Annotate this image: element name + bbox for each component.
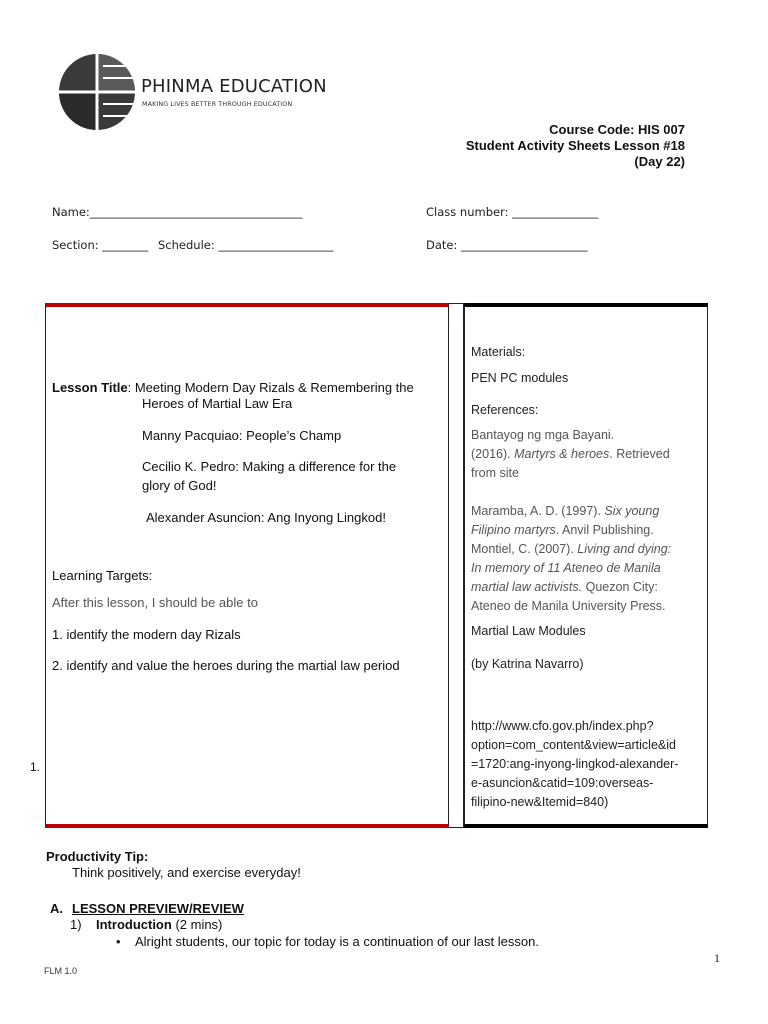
intro-number: 1) — [70, 917, 82, 932]
modules-author: (by Katrina Navarro) — [471, 657, 584, 671]
margin-number: 1. — [30, 760, 41, 774]
ref2-title-b: Filipino martyrs — [471, 523, 556, 537]
hero-pedro: Cecilio K. Pedro: Making a difference for the — [142, 459, 397, 474]
intro-heading — [96, 917, 222, 932]
section-a-letter: A. — [50, 901, 63, 916]
ref3-line2 — [471, 559, 703, 578]
ref2-title-a: Six young — [604, 504, 660, 518]
ref3-line4: Ateneo de Manila University Press. — [471, 599, 666, 613]
references-label: References: — [471, 403, 539, 417]
ref1-line2 — [471, 445, 703, 464]
ref3-line1 — [471, 540, 703, 559]
ref3-city: Quezon City: — [582, 580, 658, 594]
logo-name: PHINMA EDUCATION — [141, 76, 327, 97]
ref1-retrieved: . Retrieved — [609, 447, 670, 461]
sheet-title: Student Activity Sheets Lesson #18 — [465, 138, 685, 153]
page-number: 1 — [714, 951, 720, 965]
url-line-1[interactable]: http://www.cfo.gov.ph/index.php? — [471, 719, 654, 733]
course-code: Course Code: HIS 007 — [549, 122, 685, 137]
target-item-1: 1. identify the modern day Rizals — [52, 627, 241, 642]
lesson-title-text: : Meeting Modern Day Rizals & Remembering the — [127, 380, 414, 395]
ref1-year: (2016). — [471, 447, 515, 461]
materials-value: PEN PC modules — [471, 371, 569, 385]
schedule-field[interactable]: Schedule: ____________________ — [158, 238, 334, 252]
url-line-2[interactable]: option=com_content&view=article&id — [471, 738, 676, 752]
intro-time: (2 mins) — [171, 917, 223, 932]
ref3-title-b: In memory of 11 Ateneo de Manila — [471, 561, 661, 575]
reference-url[interactable] — [471, 717, 678, 812]
learning-targets-intro: After this lesson, I should be able to — [52, 595, 258, 610]
intro-label: Introduction — [96, 917, 172, 932]
ref2-publisher: . Anvil Publishing. — [555, 523, 654, 537]
url-line-3[interactable]: =1720:ang-inyong-lingkod-alexander- — [471, 757, 679, 771]
ref2-line1 — [471, 502, 703, 521]
lesson-title-label: Lesson Title — [52, 380, 128, 395]
materials-label: Materials: — [471, 345, 526, 359]
ref3-title-a: Living and dying: — [577, 542, 672, 556]
column-divider — [449, 303, 464, 828]
ref3-title-c: martial law activists. — [471, 580, 583, 594]
hero-pacquiao: Manny Pacquiao: People’s Champ — [142, 428, 342, 443]
name-field[interactable]: Name:_____________________________________ — [52, 205, 303, 219]
url-line-5[interactable]: filipino-new&Itemid=840) — [471, 795, 609, 809]
hero-asuncion: Alexander Asuncion: Ang Inyong Lingkod! — [146, 510, 386, 525]
intro-bullet-1: Alright students, our topic for today is a continuation of our last lesson. — [135, 934, 539, 949]
target-item-2: 2. identify and value the heroes during the martial law period — [52, 658, 400, 673]
learning-targets-heading: Learning Targets: — [52, 568, 153, 583]
phinma-logo — [57, 52, 327, 132]
lesson-title-continued: Heroes of Martial Law Era — [142, 396, 293, 411]
ref2-author: Maramba, A. D. (1997). — [471, 504, 605, 518]
day-label: (Day 22) — [634, 154, 685, 169]
class-number-field[interactable]: Class number: _______________ — [426, 205, 599, 219]
bullet-icon: • — [116, 934, 121, 949]
section-field[interactable]: Section: ________ — [52, 238, 149, 252]
martial-law-modules: Martial Law Modules — [471, 624, 586, 638]
ref3-author: Montiel, C. (2007). — [471, 542, 578, 556]
ref1-line1: Bantayog ng mga Bayani. — [471, 428, 615, 442]
date-field[interactable]: Date: ______________________ — [426, 238, 588, 252]
reference-maramba — [471, 502, 703, 616]
logo-tagline: MAKING LIVES BETTER THROUGH EDUCATION — [142, 100, 293, 108]
productivity-tip-label: Productivity Tip: — [46, 849, 149, 864]
reference-bantayog — [471, 426, 703, 483]
section-a-title: LESSON PREVIEW/REVIEW — [72, 901, 244, 916]
ref3-line3 — [471, 578, 703, 597]
footer-version: FLM 1.0 — [44, 966, 78, 976]
ref1-title: Martyrs & heroes — [514, 447, 610, 461]
productivity-tip-text: Think positively, and exercise everyday! — [72, 865, 301, 880]
hero-pedro-cont: glory of God! — [142, 478, 217, 493]
ref1-line3: from site — [471, 466, 519, 480]
url-line-4[interactable]: e-asuncion&catid=109:overseas- — [471, 776, 654, 790]
lesson-title — [52, 379, 414, 396]
course-info — [466, 122, 685, 170]
phinma-globe-icon — [57, 52, 137, 132]
ref2-line2 — [471, 521, 703, 540]
